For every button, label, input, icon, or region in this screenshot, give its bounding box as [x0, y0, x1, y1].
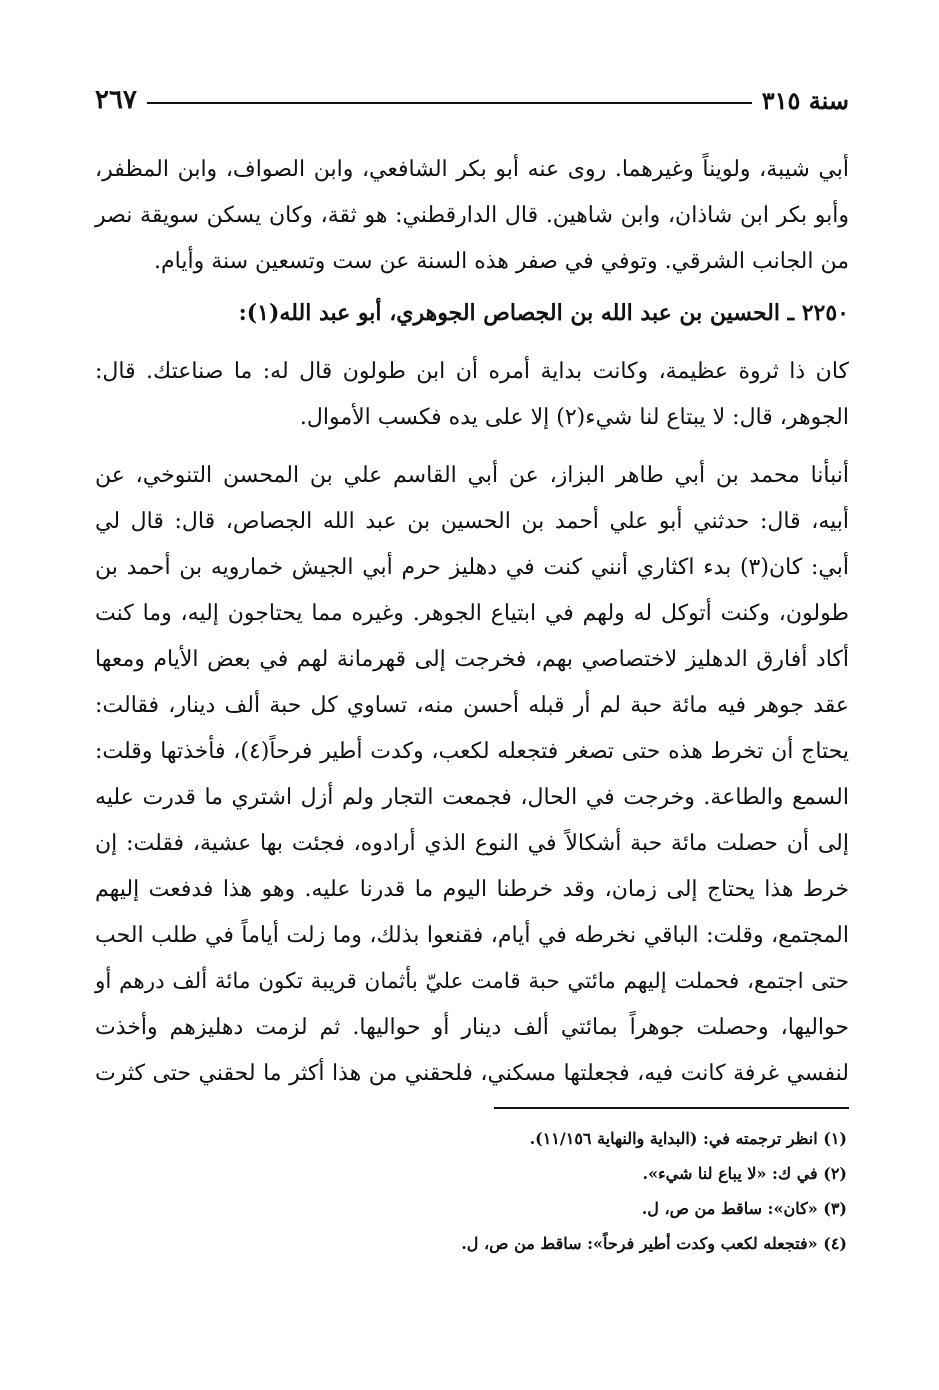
- footnote: (٣) «كان»: ساقط من ص، ل.: [641, 1199, 847, 1218]
- text-line: لنفسي غرفة كانت فيه، فجعلتها مسكني، فلحقني من هذا أكثر ما لحقني حتى كثرت: [95, 1061, 849, 1086]
- text-line: خرط هذا يحتاج إلى زمان، وقد خرطنا اليوم ما قدرنا عليه. وهو هذا فدفعت إليهم: [95, 877, 849, 902]
- footnote: (٤) «فتجعله لكعب وكدت أطير فرحاً»: ساقط من ص، ل.: [461, 1234, 847, 1253]
- text-line: الجوهر، قال: لا يبتاع لنا شيء(٢) إلا على يده فكسب الأموال.: [299, 405, 849, 430]
- section-title: سنة ٣١٥: [761, 85, 849, 115]
- text-line: حواليها، وحصلت جوهراً بمائتي ألف دينار أو حواليها. ثم لزمت دهليزهم وأخذت: [95, 1015, 849, 1040]
- text-line: أبي: كان(٣) بدء اكثاري أنني كنت في دهليز حرم أبي الجيش خمارويه بن أحمد بن: [95, 555, 849, 580]
- text-line: المجتمع، وقلت: الباقي نخرطه في أيام، فقنعوا بذلك، وما زلت أياماً في طلب الحب: [95, 923, 849, 948]
- text-line: وأبو بكر ابن شاذان، وابن شاهين. قال الدارقطني: هو ثقة، وكان يسكن سويقة نصر: [95, 203, 849, 228]
- text-line: أكاد أفارق الدهليز لاختصاصي بهم، فخرجت إلى قهرمانة لهم في بعض الأيام ومعها: [95, 647, 849, 672]
- text-line: السمع والطاعة. وخرجت في الحال، فجمعت التجار ولم أزل اشتري ما قدرت عليه: [95, 785, 849, 810]
- text-line: طولون، وكنت أتوكل له ولهم في ابتياع الجوهر. وغيره مما يحتاجون إليه، وما كنت: [95, 601, 849, 626]
- text-line: يحتاج أن تخرط هذه حتى تصغر فتجعله لكعب، وكدت أطير فرحاً(٤)، فأخذتها وقلت:: [95, 739, 849, 764]
- page-number: ٢٦٧: [95, 85, 137, 115]
- text-line: أنبأنا محمد بن أبي طاهر البزاز، عن أبي القاسم علي بن المحسن التنوخي، عن: [95, 463, 849, 488]
- entry-title: ٢٢٥٠ ـ الحسين بن عبد الله بن الجصاص الجوهري، أبو عبد الله(١):: [238, 300, 849, 326]
- text-line: أبيه، قال: حدثني أبو علي أحمد بن الحسين بن عبد الله الجصاص، قال: قال لي: [95, 509, 849, 534]
- footnote: (١) انظر ترجمته في: (البداية والنهاية ١١/١٥٦).: [529, 1129, 847, 1148]
- text-line: حتى اجتمع، فحملت إليهم مائتي حبة قامت عليّ بأثمان قريبة تكون مائة ألف درهم أو: [95, 969, 849, 994]
- header-rule: [147, 102, 752, 104]
- text-line: عقد جوهر فيه مائة حبة لم أر قبله أحسن منه، تساوي كل حبة ألف دينار، فقالت:: [95, 693, 849, 718]
- running-header: [95, 80, 849, 120]
- text-line: من الجانب الشرقي. وتوفي في صفر هذه السنة عن ست وتسعين سنة وأيام.: [154, 249, 849, 274]
- text-line: أبي شيبة، ولويناً وغيرهما. روى عنه أبو بكر الشافعي، وابن الصواف، وابن المظفر،: [95, 157, 849, 182]
- footnote-separator: [494, 1107, 849, 1109]
- footnote: (٢) في ك: «لا يباع لنا شيء».: [642, 1164, 847, 1183]
- text-line: إلى أن حصلت مائة حبة أشكالاً في النوع الذي أرادوه، فجئت بها عشية، فقلت: إن: [95, 831, 849, 856]
- text-line: كان ذا ثروة عظيمة، وكانت بداية أمره أن ابن طولون قال له: ما صناعتك. قال:: [95, 359, 849, 384]
